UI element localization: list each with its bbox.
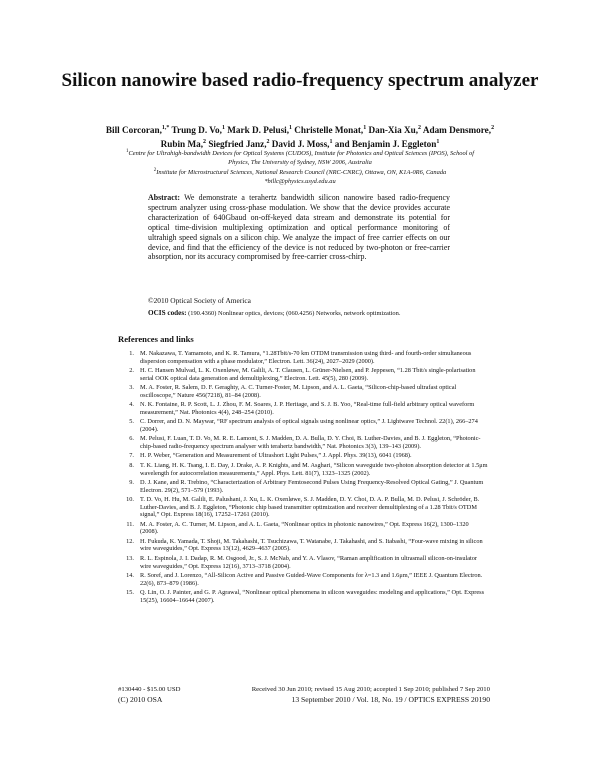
author-email[interactable]: *billc@physics.usyd.edu.au — [264, 177, 336, 185]
paper-title: Silicon nanowire based radio-frequency spectrum analyzer — [61, 70, 539, 91]
reference-item: 5. C. Dorrer, and D. N. Maywar, “RF spectrum analysis of optical signals using nonlinear optics,” J. Lightwave Technol. 22(1), 266–274 (2004). — [129, 418, 478, 433]
reference-item: 9. D. J. Kane, and R. Trebino, “Characterization of Arbitrary Femtosecond Pulses Using Frequency-Resolved Optical Gating,” J. Quantum Electron. 29(2), 571–579 (1993). — [129, 479, 484, 494]
reference-item: 15. Q. Lin, O. J. Painter, and G. P. Agrawal, “Nonlinear optical phenomena in silicon waveguides: modeling and applications,” Opt. Express 15(25), 16604–16644 (2007). — [126, 589, 485, 604]
footer-doc-id: #130440 - $15.00 USD — [118, 686, 181, 693]
author: Christelle Monat,$^1$ — [294, 125, 367, 136]
reference-item: 14. R. Soref, and J. Lorenzo, “All-Silicon Active and Passive Guided-Wave Components for λ=1.3 and 1.6μm,” IEEE J. Quantum Electron. 22(6), 873–879 (1986). — [126, 572, 483, 587]
footer-issue: 13 September 2010 / Vol. 18, No. 19 / OPTICS EXPRESS 20190 — [291, 695, 490, 704]
reference-item: 7. H. P. Weber, “Generation and Measurement of Ultrashort Light Pulses,” J. Appl. Phys. 39(13), 6041 (1968). — [129, 452, 412, 460]
abstract-label: Abstract: — [148, 193, 180, 202]
ocis-codes — [148, 309, 450, 318]
affiliations — [118, 148, 482, 186]
reference-item: 12. H. Fukuda, K. Yamada, T. Shoji, M. Takahashi, T. Tsuchizawa, T. Watanabe, J. Takahashi, and S. Itabashi, “Four-wave mixing in silicon wire waveguides,” Opt. Express 13(12), 4629–4637 (2005). — [126, 537, 483, 553]
reference-list — [118, 350, 488, 606]
reference-item: 2. H. C. Hansen Mulvad, L. K. Oxenløwe, M. Galili, A. T. Clausen, L. Grüner-Nielsen, and P. Jeppesen, “1.28 Tbit/s single-polarisation serial OOK optical data generation and demultiplexing,” Electron. Lett. 45(5), 280 (2009). — [129, 367, 476, 382]
reference-item: 6. M. Pelusi, F. Luan, T. D. Vo, M. R. E. Lamont, S. J. Madden, D. A. Bulla, D. Y. Choi, B. Luther-Davies, and B. J. Eggleton, “Photonic-chip-based radio-frequency spectrum analyser with terahertz bandwidth,” Nat. Photonics 3(3), 139–143 (2009). — [129, 435, 481, 450]
ocis-label: OCIS codes: — [148, 309, 187, 317]
reference-item: 4. N. K. Fontaine, R. P. Scott, L. J. Zhou, F. M. Soares, J. P. Heritage, and S. J. B. Yoo, “Real-time full-field arbitrary optical waveform measurement,” Nat. Photonics 4(4), 248–254 (2010). — [129, 401, 475, 416]
reference-item: 10. T. D. Vo, H. Hu, M. Galili, E. Palushani, J. Xu, L. K. Oxenløwe, S. J. Madden, D. Y. Choi, D. A. P. Bulla, M. D. Pelusi, J. Schröder, B. Luther-Davies, and B. J. Eggleton, “Photonic chip based transmitter optimization and receiver demultiplexing of a 1.28 Tbit/s OTDM signal,” Opt. Express 18(16), 17252–17261 (2010). — [126, 496, 480, 519]
author: Siegfried Janz,$^2$ — [208, 139, 270, 150]
ocis-text: (190.4360) Nonlinear optics, devices; (060.4256) Networks, network optimization. — [188, 310, 401, 317]
author: Adam Densmore,$^2$ — [422, 125, 495, 136]
abstract — [148, 193, 450, 262]
affiliation-1: $^1$Centre for Ultrahigh-bandwidth Devices for Optical Systems (CUDOS), Institute for Photonics and Optical Sciences (IPOS), School of Physics, The University of Sydney, NSW 2006, Australia — [125, 149, 474, 166]
reference-item: 11. M. A. Foster, A. C. Turner, M. Lipson, and A. L. Gaeta, “Nonlinear optics in photonic nanowires,” Opt. Express 16(2), 1300–1320 (2008). — [126, 520, 469, 536]
author: David J. Moss,$^1$ — [271, 139, 333, 150]
reference-item: 8. T. K. Liang, H. K. Tsang, I. E. Day, J. Drake, A. P. Knights, and M. Asghari, “Silicon waveguide two-photon absorption detector at 1.5μm wavelength for autocorrelation measurements,” Appl. Phys. Lett. 81(7), 1323–1325 (2002). — [129, 461, 488, 477]
reference-item: 1. M. Nakazawa, T. Yamamoto, and K. R. Tamura, “1.28Tbit/s-70 km OTDM transmission using third- and fourth-order simultaneous dispersion compensation with a phase modulator,” Electron. Lett. 36(24), 2027–2029 (2000). — [129, 350, 472, 365]
affiliation-2: $^2$Institute for Microstructural Sciences, National Research Council (NRC-CNRC), Ottawa, ON, K1A-0R6, Canada — [153, 168, 447, 177]
reference-item: 13. R. L. Espinola, J. I. Dadap, R. M. Osgood, Jr., S. J. McNab, and Y. A. Vlasov, “Raman amplification in ultrasmall silicon-on-insulator wire waveguides,” Opt. Express 12(16), 3713–3718 (2004). — [126, 554, 478, 570]
author: Rubin Ma,$^2$ — [160, 139, 207, 150]
references-heading: References and links — [118, 334, 194, 344]
reference-item: 3. M. A. Foster, R. Salem, D. F. Geraghty, A. C. Turner-Foster, M. Lipson, and A. L. Gaeta, “Silicon-chip-based ultrafast optical oscilloscope,” Nature 456(7218), 81–84 (2008). — [129, 384, 457, 399]
copyright-notice: ©2010 Optical Society of America — [148, 296, 251, 305]
footer-copyright: (C) 2010 OSA — [118, 695, 163, 704]
author: Mark D. Pelusi,$^1$ — [227, 125, 292, 136]
footer-dates: Received 30 Jun 2010; revised 15 Aug 2010; accepted 1 Sep 2010; published 7 Sep 2010 — [251, 686, 490, 693]
author: Dan-Xia Xu,$^2$ — [368, 125, 422, 136]
author-list — [100, 122, 500, 150]
abstract-text: We demonstrate a terahertz bandwidth silicon nanowire based radio-frequency spectrum analyzer using cross-phase modulation. We show that the device provides accurate characterization of 640Gbaud on-off-keyed data stream and demonstrate its potential for optical time-division multiplexing optimization and optical performance monitoring of ultrahigh speed signals on a silicon chip. We analyze the impact of free carrier effects on our device, and find that the efficiency of the device is not reduced by two-photon or free-carrier absorption, nor its accuracy compromised by free-carrier cross-chirp. — [148, 193, 450, 262]
author: Bill Corcoran,$^{1,*}$ — [105, 125, 170, 136]
author: Trung D. Vo,$^1$ — [171, 125, 225, 136]
author: and Benjamin J. Eggleton$^1$ — [334, 139, 440, 150]
